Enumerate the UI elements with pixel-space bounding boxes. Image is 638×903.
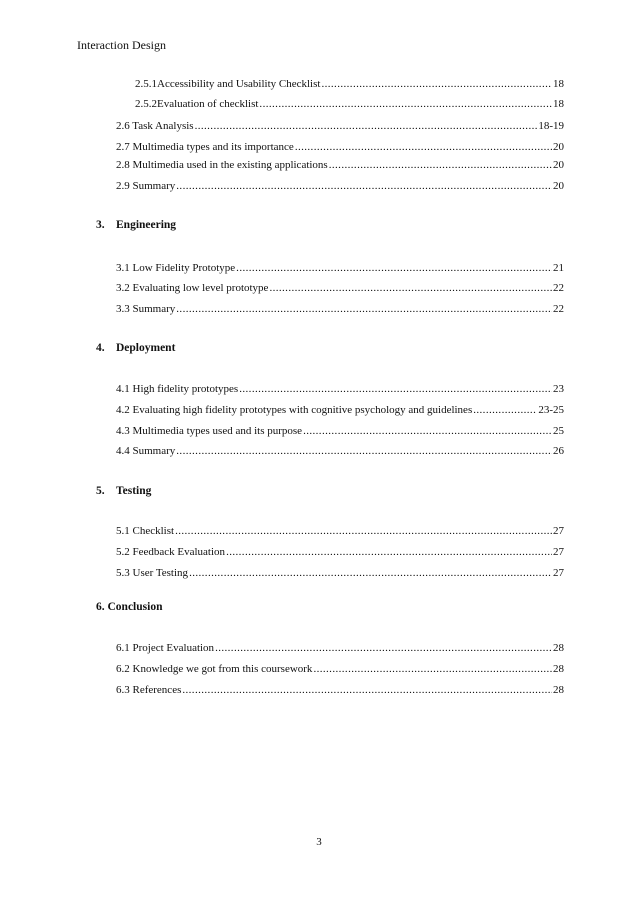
toc-entry-label: 3.2 Evaluating low level prototype: [116, 282, 269, 294]
page-number: 3: [316, 836, 322, 848]
dot-leader: [313, 662, 552, 676]
section-number: 5.: [96, 485, 105, 497]
toc-entry-page: 20: [553, 180, 564, 192]
toc-entry-page: 28: [553, 684, 564, 696]
section-heading: [96, 601, 162, 613]
toc-entry: [116, 444, 564, 458]
dot-leader: [269, 281, 552, 295]
dot-leader: [195, 119, 538, 133]
toc-entry: [116, 641, 564, 655]
dot-leader: [236, 261, 552, 275]
section-heading: [96, 219, 176, 231]
toc-entry-label: 4.1 High fidelity prototypes: [116, 383, 239, 395]
toc-entry: [116, 179, 564, 193]
dot-leader: [321, 77, 552, 91]
section-title: Testing: [116, 485, 152, 497]
dot-leader: [215, 641, 552, 655]
toc-entry: [116, 545, 564, 559]
dot-leader: [176, 179, 552, 193]
toc-entry: [116, 424, 564, 438]
dot-leader: [226, 545, 552, 559]
dot-leader: [473, 403, 537, 417]
toc-entry-page: 22: [553, 282, 564, 294]
dot-leader: [239, 382, 552, 396]
toc-entry-label: 5.2 Feedback Evaluation: [116, 546, 226, 558]
running-header: Interaction Design: [77, 38, 166, 52]
toc-entry-page: 28: [553, 642, 564, 654]
toc-entry-page: 22: [553, 303, 564, 315]
toc-entry: [116, 403, 564, 417]
section-heading: [96, 342, 175, 354]
toc-entry: [135, 97, 564, 111]
toc-entry-page: 18: [553, 98, 564, 110]
toc-entry-label: 6.3 References: [116, 684, 182, 696]
section-number: 4.: [96, 342, 105, 354]
dot-leader: [295, 140, 552, 154]
dot-leader: [176, 302, 552, 316]
toc-entry: [116, 140, 564, 154]
toc-entry-page: 18: [553, 78, 564, 90]
toc-entry-label: 2.7 Multimedia types and its importance: [116, 141, 294, 153]
toc-entry: [116, 302, 564, 316]
toc-entry: [116, 566, 564, 580]
toc-entry: [116, 382, 564, 396]
toc-entry-label: 3.3 Summary: [116, 303, 176, 315]
toc-entry-page: 25: [553, 425, 564, 437]
toc-entry-label: 5.3 User Testing: [116, 567, 189, 579]
toc-entry-page: 27: [553, 546, 564, 558]
toc-entry-page: 21: [553, 262, 564, 274]
toc-entry-page: 20: [553, 159, 564, 171]
toc-entry-label: Evaluation of checklist: [157, 98, 259, 110]
dot-leader: [259, 97, 552, 111]
toc-entry-label: 6.2 Knowledge we got from this coursework: [116, 663, 313, 675]
toc-entry-page: 27: [553, 525, 564, 537]
toc-entry: [116, 261, 564, 275]
dot-leader: [303, 424, 552, 438]
toc-entry-label: 2.6 Task Analysis: [116, 120, 194, 132]
toc-entry-page: 20: [553, 141, 564, 153]
toc-entry: [116, 119, 564, 133]
toc-entry-number: 2.5.2: [135, 98, 157, 110]
toc-entry-page: 28: [553, 663, 564, 675]
toc-entry-label: 4.2 Evaluating high fidelity prototypes with cognitive psychology and guidelines: [116, 404, 473, 416]
toc-entry: [135, 77, 564, 91]
toc-entry: [116, 662, 564, 676]
toc-entry-page: 23: [553, 383, 564, 395]
toc-entry-label: 4.3 Multimedia types used and its purpose: [116, 425, 303, 437]
dot-leader: [329, 158, 552, 172]
toc-entry-label: 3.1 Low Fidelity Prototype: [116, 262, 236, 274]
toc-entry-label: 2.9 Summary: [116, 180, 176, 192]
toc-entry-label: 2.8 Multimedia used in the existing applications: [116, 159, 328, 171]
section-title: Engineering: [116, 219, 177, 231]
section-number: 3.: [96, 219, 105, 231]
dot-leader: [189, 566, 552, 580]
toc-entry-label: 5.1 Checklist: [116, 525, 175, 537]
toc-entry-page: 18-19: [538, 120, 564, 132]
section-title: 6. Conclusion: [96, 601, 163, 613]
dot-leader: [175, 524, 552, 538]
toc-entry-page: 23-25: [538, 404, 564, 416]
toc-entry: [116, 281, 564, 295]
toc-entry: [116, 158, 564, 172]
dot-leader: [176, 444, 552, 458]
toc-entry-number: 2.5.1: [135, 78, 157, 90]
section-heading: [96, 485, 151, 497]
dot-leader: [182, 683, 552, 697]
toc-entry: [116, 683, 564, 697]
section-title: Deployment: [116, 342, 176, 354]
toc-entry-page: 27: [553, 567, 564, 579]
toc-entry: [116, 524, 564, 538]
toc-entry-label: 6.1 Project Evaluation: [116, 642, 215, 654]
toc-entry-label: Accessibility and Usability Checklist: [157, 78, 321, 90]
toc-entry-label: 4.4 Summary: [116, 445, 176, 457]
toc-entry-page: 26: [553, 445, 564, 457]
